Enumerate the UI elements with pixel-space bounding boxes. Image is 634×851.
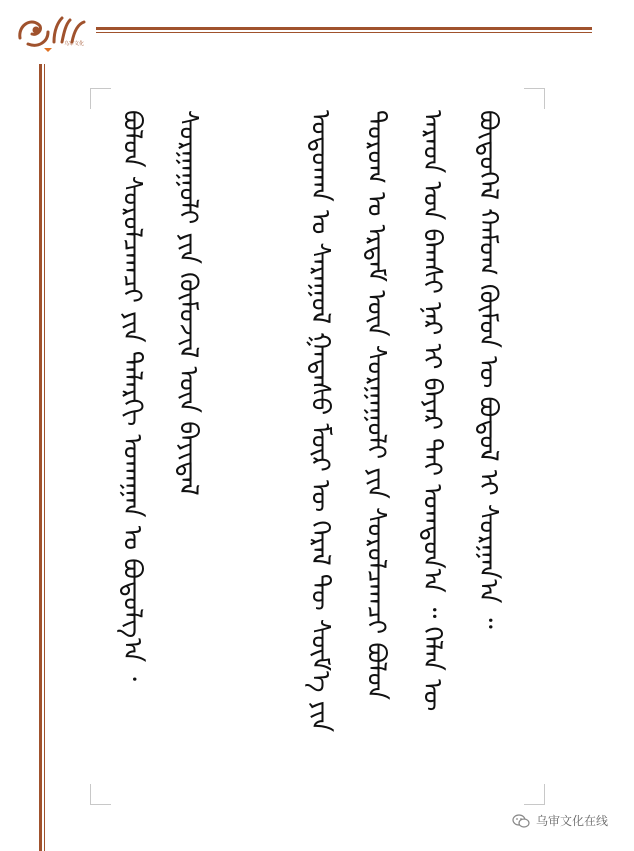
logo-caption: 乌审文化 [64, 41, 85, 47]
wechat-icon [512, 814, 530, 828]
crop-mark-bottom-left [90, 784, 111, 805]
side-rule-thick [39, 64, 42, 851]
watermark-text: 乌审文化在线 [535, 814, 608, 828]
crop-mark-top-left [90, 88, 111, 109]
side-rule-thin [44, 64, 45, 851]
watermark [512, 812, 608, 829]
header-rule-thin [96, 32, 592, 33]
body-text: ᠤᠳᠤᠬᠠᠨ ᠤ ᠰᠠᠷᠠᠭᠤᠯ ᠭᠠᠳᠠᠰᠤ ᠮᠥᠷ ᠦ ᠭᠡᠷᠡᠯ ᠲᠦ ᠰᠦᠮ᠎ᠡ ᠶᠢᠨ ᠲᠤᠷᠤᠭ ᠤ ᠡᠷᠳᠡᠮ ᠦᠨ ᠰᠤᠷᠭᠠᠭᠤᠯᠢ ᠶᠢᠨ ᠰᠤᠷᠤᠯᠴᠠᠭᠴᠢ ᠪᠤᠯᠤᠨ ᠠᠷᠠᠳ ᠤᠨ ᠪᠠᠭᠰᠢ ᠨᠠᠷ ᠢ ᠪᠠᠶᠠᠷ ᠲᠠᠢ ᠤᠭᠲᠤᠨ᠎ᠠ ᠃ ᠬᠡᠯᠡᠨ ᠦ ᠪᠦᠲᠦᠭᠡᠯ ᠬᠠᠮᠤᠭ ᠬᠦᠮᠦᠨ ᠦ ᠪᠤᠳᠤᠯ ᠢ ᠰᠤᠷᠭᠠᠨ᠎ᠠ ᠃ [305, 110, 503, 733]
header-rule-thick [96, 27, 592, 30]
crop-mark-top-right [524, 88, 545, 109]
crop-mark-bottom-right [524, 784, 545, 805]
title-text: ᠪᠤᠯᠤᠨ ᠰᠤᠷᠤᠯᠴᠠᠭᠴᠢ ᠶᠢᠨ ᠲᠠᠯᠠᠷᠬᠢ ᠤᠬᠠᠭᠠᠨ ᠤ ᠪᠤᠳᠤᠯᠭ᠎ᠠ ᠂ ᠰᠤᠷᠭᠠᠭᠤᠯᠢ ᠶᠢᠨ ᠬᠦᠮᠦᠵᠢᠯ ᠦᠨ ᠪᠠᠶᠢᠳᠠᠯ [117, 110, 203, 682]
brand-logo-icon [14, 8, 96, 54]
